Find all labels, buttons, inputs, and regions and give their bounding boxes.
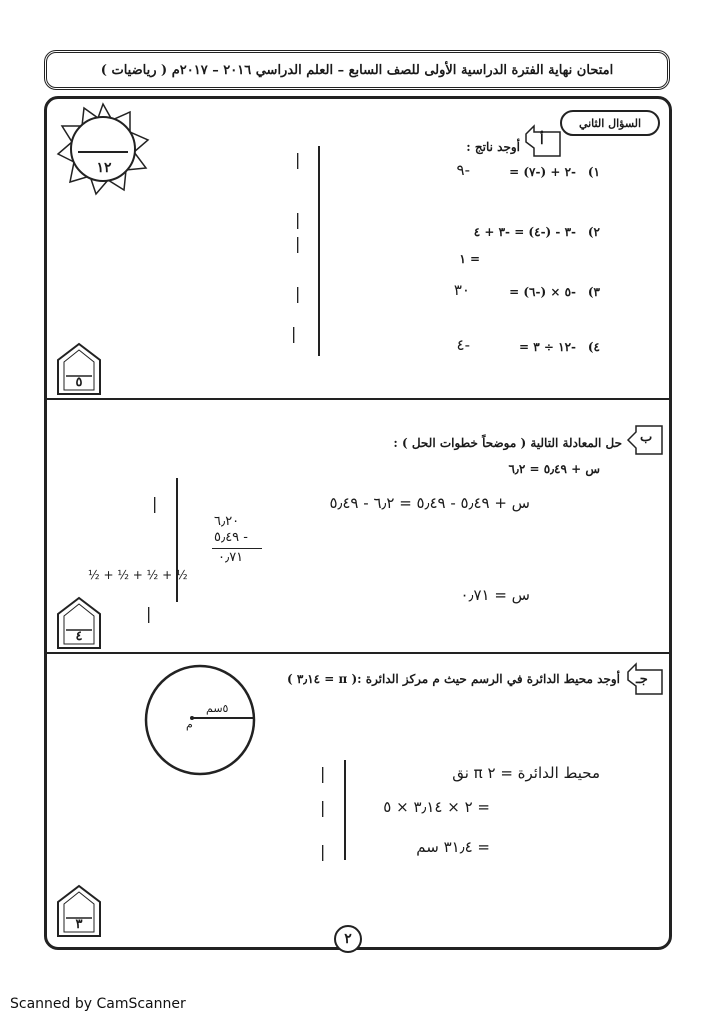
- section-b-result: س = ٠٫٧١: [460, 586, 530, 604]
- total-score-value: ١٢: [96, 160, 112, 176]
- page-number: ٢: [334, 925, 362, 953]
- item-number: ٢): [587, 225, 600, 239]
- section-a-prompt: أوجد ناتج :: [466, 140, 520, 154]
- circle-diagram: [140, 660, 260, 780]
- section-b-step1: س + ٥٫٤٩ - ٥٫٤٩ = ٦٫٢ - ٥٫٤٩: [329, 494, 530, 512]
- section-a-tag-frame: [524, 124, 564, 158]
- section-b-fraction-marks: ½ + ½ + ½ + ½: [88, 568, 188, 582]
- total-score-badge: [54, 100, 152, 198]
- mark-tick: |: [320, 798, 326, 817]
- center-label: م: [186, 718, 193, 731]
- section-b-work-bottom: ٠٫٧١: [218, 550, 244, 565]
- item-number: ٤): [587, 340, 600, 354]
- section-c-line1: محيط الدائرة = ٢ π نق: [452, 764, 600, 782]
- mark-tick: |: [152, 494, 158, 513]
- item-number: ٣): [587, 285, 600, 299]
- section-a-tag: أ: [540, 133, 544, 148]
- item-expression: = ١: [459, 252, 480, 266]
- section-c-marking-line: [344, 760, 346, 860]
- mark-tick: |: [295, 284, 301, 303]
- item-answer: -٤: [456, 336, 470, 354]
- section-c-tag: جـ: [636, 672, 648, 687]
- item-expression: -٢ + (-٧) =: [509, 165, 576, 179]
- exam-title: امتحان نهاية الفترة الدراسية الأولى للصف السابع – العلم الدراسي ٢٠١٦ – ٢٠١٧م ( رياضيات ): [100, 62, 614, 78]
- exam-page-frame: [44, 96, 672, 950]
- item-expression: -٥ × (-٦) =: [509, 285, 576, 299]
- item-number: ١): [587, 165, 600, 179]
- item-expression: -٣ - (-٤) = -٣ + ٤: [473, 225, 576, 239]
- question-label: [560, 110, 660, 136]
- mark-tick: |: [320, 764, 326, 783]
- scanner-footer: Scanned by CamScanner: [10, 996, 186, 1012]
- mark-tick: |: [291, 324, 297, 343]
- work-line: [212, 548, 262, 549]
- section-divider-ab: [46, 398, 670, 400]
- question-label-text: السؤال الثاني: [578, 116, 642, 130]
- section-b-equation: س + ٥٫٤٩ = ٦٫٢: [508, 462, 600, 476]
- section-divider-bc: [46, 652, 670, 654]
- item-expression: -١٢ ÷ ٣ =: [519, 340, 576, 354]
- section-a-marking-line: [318, 146, 320, 356]
- mark-tick: |: [295, 210, 301, 229]
- radius-label: ٥سم: [206, 702, 229, 715]
- section-b-prompt: حل المعادلة التالية ( موضحاً خطوات الحل ) :: [393, 436, 622, 450]
- mark-tick: |: [295, 234, 301, 253]
- section-c-prompt: أوجد محيط الدائرة في الرسم حيث م مركز الدائرة :( π = ٣٫١٤ ): [287, 672, 620, 686]
- section-b-work-top: ٦٫٢٠: [214, 514, 240, 529]
- section-b-work-mid: ٥٫٤٩ -: [214, 530, 248, 545]
- exam-title-box: [44, 50, 670, 90]
- mark-tick: |: [295, 150, 301, 169]
- section-a-score: ٥: [75, 375, 83, 390]
- section-c-line2: = ٢ × ٣٫١٤ × ٥: [383, 798, 490, 816]
- section-b-score: ٤: [75, 629, 83, 644]
- mark-tick: |: [146, 604, 152, 623]
- section-c-score: ٣: [75, 917, 83, 932]
- section-b-marking-line: [176, 478, 178, 602]
- section-c-line3: = ٣١٫٤ سم: [416, 838, 490, 856]
- section-b-tag: ب: [640, 430, 653, 445]
- mark-tick: |: [320, 842, 326, 861]
- item-answer: -٩: [456, 161, 470, 179]
- item-answer: ٣٠: [453, 281, 470, 299]
